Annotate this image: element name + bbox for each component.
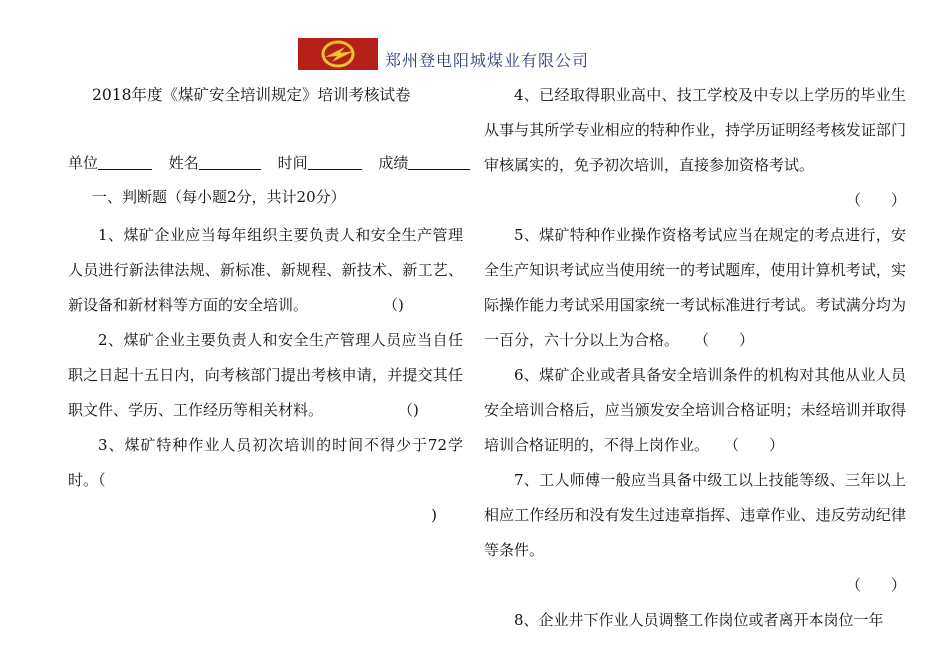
question-text: 1、煤矿企业应当每年组织主要负责人和安全生产管理人员进行新法律法规、新标准、新规程、新技术、新工艺、新设备和新材料等方面的安全培训。 （ bbox=[68, 226, 463, 314]
question-text: 8、企业井下作业人员调整工作岗位或者离开本岗位一年 bbox=[514, 611, 884, 629]
question-text: 7、工人师傅一般应当具备中级工以上技能等级、三年以上相应工作经历和没有发生过违章指挥、违章作业、违反劳动纪律等条件。 bbox=[484, 471, 906, 559]
time-field[interactable] bbox=[278, 152, 362, 173]
question-text: 2、煤矿企业主要负责人和安全生产管理人员应当自任职之日起十五日内，向考核部门提出考核申请，并提交其任职文件、学历、工作经历等相关材料。 （ bbox=[68, 331, 463, 419]
time-label: 时间 bbox=[277, 154, 308, 172]
answer-bracket[interactable]: （ ） bbox=[845, 191, 906, 209]
question-5 bbox=[484, 218, 906, 358]
exam-info-row bbox=[68, 152, 470, 173]
question-text: 5、煤矿特种作业操作资格考试应当在规定的考点进行，安全生产知识考试应当使用统一的考试题库，使用计算机考试，实际操作能力考试采用国家统一考试标准进行考试。考试满分均为一百分，六十分以上为合格。 （ ） bbox=[484, 226, 906, 349]
lightning-logo-icon bbox=[298, 38, 378, 70]
unit-label: 单位 bbox=[68, 154, 99, 172]
left-column bbox=[68, 218, 463, 533]
name-label: 姓名 bbox=[168, 154, 199, 172]
question-text: 3、煤矿特种作业人员初次培训的时间不得少于72学时。（ bbox=[68, 436, 463, 489]
answer-bracket[interactable]: ) bbox=[398, 296, 404, 314]
name-field[interactable] bbox=[169, 152, 261, 173]
question-2 bbox=[68, 323, 463, 428]
answer-bracket[interactable]: ) bbox=[413, 401, 419, 419]
question-8 bbox=[484, 603, 906, 638]
answer-bracket[interactable]: ) bbox=[431, 506, 437, 524]
question-1 bbox=[68, 218, 463, 323]
company-logo bbox=[298, 38, 378, 70]
section-heading: 一、判断题（每小题2分，共计20分） bbox=[92, 188, 346, 206]
name-blank[interactable] bbox=[199, 155, 261, 170]
exam-title: 2018年度《煤矿安全培训规定》培训考核试卷 bbox=[92, 86, 411, 104]
question-text: 4、已经取得职业高中、技工学校及中专以上学历的毕业生从事与其所学专业相应的特种作业，持学历证明经考核发证部门审核属实的，免予初次培训，直接参加资格考试。 bbox=[484, 86, 906, 174]
time-blank[interactable] bbox=[308, 155, 362, 170]
score-label: 成绩 bbox=[378, 154, 409, 172]
question-text: 6、煤矿企业或者具备安全培训条件的机构对其他从业人员安全培训合格后，应当颁发安全培训合格证明；未经培训并取得培训合格证明的，不得上岗作业。 （ ） bbox=[484, 366, 906, 454]
unit-field[interactable] bbox=[68, 152, 152, 173]
unit-blank[interactable] bbox=[98, 155, 152, 170]
company-name: 郑州登电阳城煤业有限公司 bbox=[385, 51, 590, 70]
question-3 bbox=[68, 428, 463, 533]
score-field[interactable] bbox=[378, 152, 470, 173]
answer-bracket[interactable]: （ ） bbox=[845, 576, 906, 594]
question-7 bbox=[484, 463, 906, 603]
question-6 bbox=[484, 358, 906, 463]
right-column bbox=[484, 78, 906, 638]
score-blank[interactable] bbox=[408, 155, 470, 170]
question-4 bbox=[484, 78, 906, 218]
